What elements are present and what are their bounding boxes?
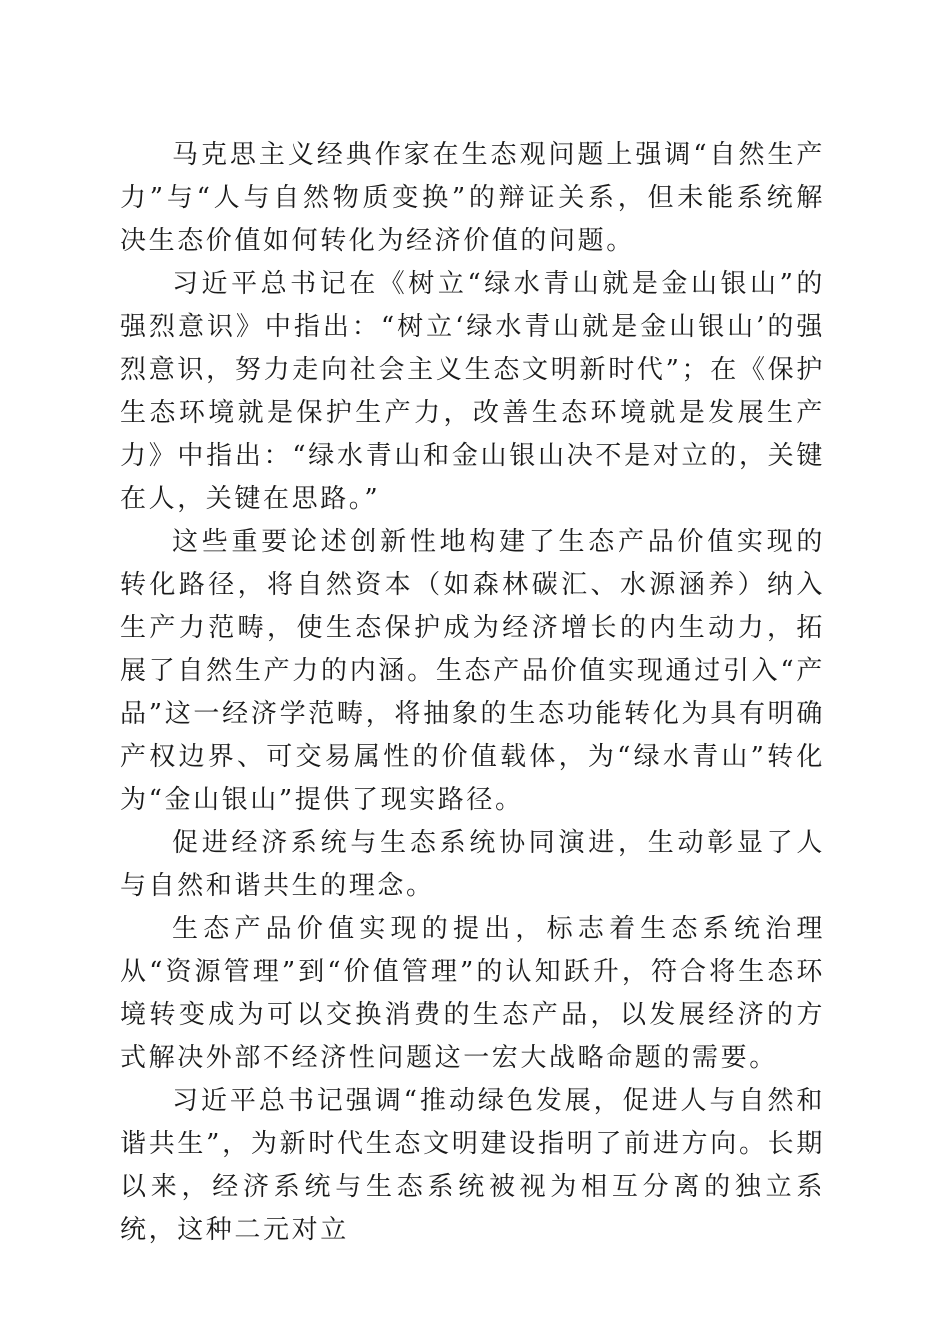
paragraph-1: 马克思主义经典作家在生态观问题上强调“自然生产力”与“人与自然物质变换”的辩证关系，但未能系统解决生态价值如何转化为经济价值的问题。 bbox=[120, 140, 825, 256]
paragraph-2: 习近平总书记在《树立“绿水青山就是金山银山”的强烈意识》中指出：“树立‘绿水青山就是金山银山’的强烈意识，努力走向社会主义生态文明新时代”；在《保护生态环境就是保护生产力，改善生态环境就是发展生产力》中指出：“绿水青山和金山银山决不是对立的，关键在人，关键在思路。” bbox=[120, 269, 825, 514]
document-body bbox=[120, 134, 825, 1252]
paragraph-6: 习近平总书记强调“推动绿色发展，促进人与自然和谐共生”，为新时代生态文明建设指明了前进方向。长期以来，经济系统与生态系统被视为相互分离的独立系统，这种二元对立 bbox=[120, 1086, 825, 1245]
paragraph-4: 促进经济系统与生态系统协同演进，生动彰显了人与自然和谐共生的理念。 bbox=[120, 828, 825, 901]
paragraph-3: 这些重要论述创新性地构建了生态产品价值实现的转化路径，将自然资本（如森林碳汇、水源涵养）纳入生产力范畴，使生态保护成为经济增长的内生动力，拓展了自然生产力的内涵。生态产品价值实现通过引入“产品”这一经济学范畴，将抽象的生态功能转化为具有明确产权边界、可交易属性的价值载体，为“绿水青山”转化为“金山银山”提供了现实路径。 bbox=[120, 527, 825, 815]
paragraph-5: 生态产品价值实现的提出，标志着生态系统治理从“资源管理”到“价值管理”的认知跃升，符合将生态环境转变成为可以交换消费的生态产品，以发展经济的方式解决外部不经济性问题这一宏大战略命题的需要。 bbox=[120, 914, 825, 1073]
